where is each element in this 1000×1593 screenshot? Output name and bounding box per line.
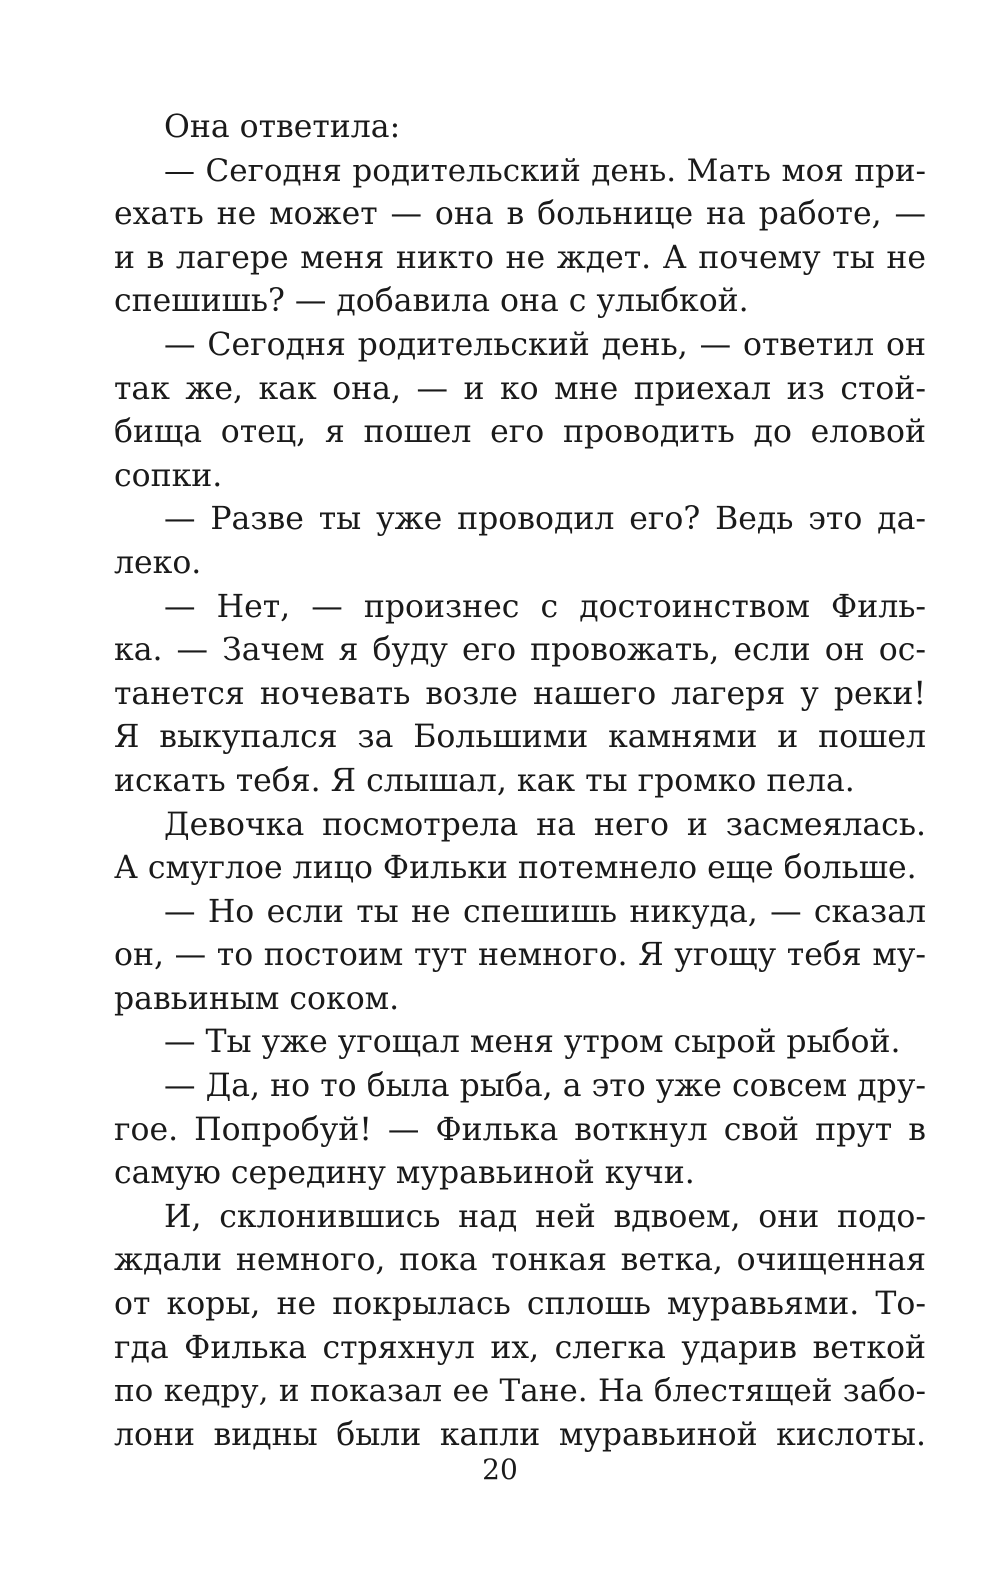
text-line: танется ночевать возле нашего лагеря у реки!: [114, 675, 926, 712]
text-line: спешишь? — добавила она с улыбкой.: [114, 283, 749, 320]
text-line: — Ты уже угощал меня утром сырой рыбой.: [164, 1024, 901, 1061]
text-line: — Да, но то была рыба, а это уже совсем дру-: [164, 1068, 926, 1105]
paragraph: [114, 106, 926, 150]
text-line: он, — то постоим тут немного. Я угощу тебя му-: [114, 937, 926, 974]
text-line: от коры, не покрылась сплошь муравьями. То-: [114, 1286, 926, 1323]
paragraph: [114, 586, 926, 804]
text-line: бища отец, я пошел его проводить до еловой: [114, 414, 926, 451]
paragraph: [114, 150, 926, 324]
text-line: Я выкупался за Большими камнями и пошел: [114, 719, 926, 756]
text-line: гое. Попробуй! — Филька воткнул свой прут в: [114, 1111, 926, 1148]
text-line: сопки.: [114, 457, 223, 494]
paragraph: [114, 804, 926, 891]
text-line: по кедру, и показал ее Тане. На блестящей забо-: [114, 1373, 926, 1410]
text-line: искать тебя. Я слышал, как ты громко пела.: [114, 762, 855, 799]
paragraph: [114, 891, 926, 1022]
body-text: [114, 106, 926, 1457]
text-line: Девочка посмотрела на него и засмеялась.: [164, 806, 926, 843]
paragraph: [114, 1065, 926, 1196]
paragraph: [114, 1021, 926, 1065]
text-line: так же, как она, — и ко мне приехал из стой-: [114, 370, 926, 407]
text-line: и в лагере меня никто не ждет. А почему ты не: [114, 239, 926, 276]
page-number: 20: [482, 1453, 518, 1486]
text-line: — Но если ты не спешишь никуда, — сказал: [164, 893, 926, 930]
text-line: лони видны были капли муравьиной кислоты.: [114, 1416, 926, 1453]
text-line: Она ответила:: [164, 109, 401, 145]
text-line: гда Филька стряхнул их, слегка ударив веткой: [114, 1329, 926, 1366]
text-line: И, склонившись над ней вдвоем, они подо-: [164, 1198, 926, 1235]
text-line: — Разве ты уже проводил его? Ведь это да-: [164, 501, 926, 538]
text-line: равьиным соком.: [114, 980, 400, 1017]
text-line: — Нет, — произнес с достоинством Филь-: [164, 588, 926, 625]
paragraph: [114, 324, 926, 498]
text-line: самую середину муравьиной кучи.: [114, 1155, 695, 1192]
text-line: ехать не может — она в больнице на работе, —: [114, 196, 926, 233]
text-line: ждали немного, пока тонкая ветка, очищенная: [114, 1242, 926, 1279]
text-line: — Сегодня родительский день. Мать моя при-: [164, 152, 926, 189]
text-line: ка. — Зачем я буду его провожать, если он ос-: [114, 632, 926, 669]
paragraph: [114, 1196, 926, 1458]
text-line: — Сегодня родительский день, — ответил он: [164, 326, 926, 363]
paragraph: [114, 498, 926, 585]
text-line: леко.: [114, 544, 202, 581]
text-line: А смуглое лицо Фильки потемнело еще больше.: [114, 850, 917, 887]
